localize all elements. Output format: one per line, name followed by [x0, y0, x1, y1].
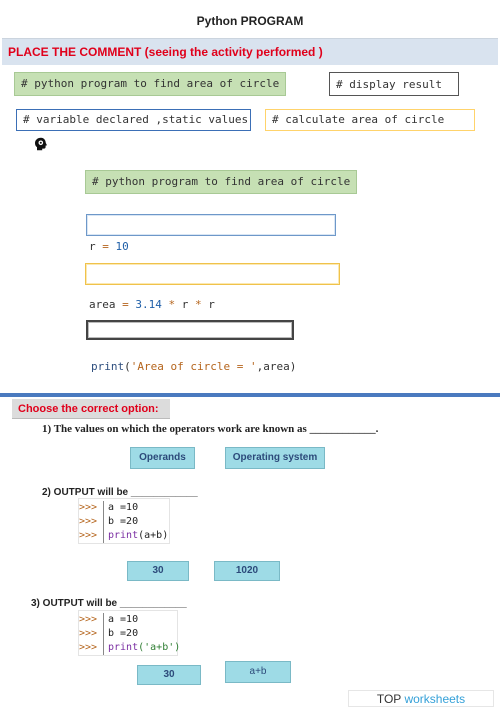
code-token: * — [168, 298, 176, 311]
shell-prompt: >>> — [79, 501, 104, 515]
brain-gear-icon[interactable] — [34, 137, 48, 151]
code-token: * — [195, 298, 202, 311]
brand-top-text: TOP — [376, 692, 402, 706]
shell-code: b =20 — [108, 628, 139, 639]
shell-prompt: >>> — [79, 613, 104, 627]
drop-zone-3[interactable] — [86, 320, 294, 340]
shell-code: a =10 — [108, 502, 139, 513]
shell-prompt: >>> — [79, 515, 104, 529]
option-30[interactable]: 30 — [137, 665, 201, 685]
brand-worksheets-text: worksheets — [404, 692, 466, 706]
shell-line — [79, 627, 177, 641]
shell-prompt: >>> — [79, 627, 104, 641]
question-1: 1) The values on which the operators work are known as ____________. — [42, 423, 379, 435]
shell-line — [79, 613, 177, 627]
draggable-comment-program[interactable]: # python program to find area of circle — [14, 72, 286, 96]
shell-line — [79, 641, 181, 655]
shell-prompt: >>> — [79, 529, 104, 543]
shell-code: b =20 — [108, 516, 139, 527]
instruction-label: PLACE THE COMMENT (seeing the activity performed ) — [8, 45, 323, 59]
shell-line — [79, 529, 169, 543]
option-operands[interactable]: Operands — [130, 447, 195, 469]
brand-logo — [348, 690, 494, 707]
option-30[interactable]: 30 — [127, 561, 189, 581]
page-title: Python PROGRAM — [196, 14, 304, 28]
code-line-area — [89, 298, 215, 311]
code-token: = — [122, 298, 129, 311]
draggable-comment-display[interactable]: # display result — [329, 72, 459, 96]
question-2: 2) OUTPUT will be ____________ — [42, 487, 198, 498]
code-token: ( — [124, 360, 131, 373]
shell-prompt: >>> — [79, 641, 104, 655]
code-line-print — [91, 360, 296, 373]
choose-banner — [12, 399, 170, 419]
draggable-comment-calculate[interactable]: # calculate area of circle — [265, 109, 475, 131]
shell-code: a =10 — [108, 614, 139, 625]
shell-string: ('a+b') — [138, 642, 181, 653]
code-token: 3.14 — [135, 298, 162, 311]
python-shell-snippet — [78, 610, 181, 656]
drop-zone-1[interactable] — [86, 214, 336, 236]
shell-fn: print — [108, 642, 139, 653]
shell-fn: print — [108, 530, 139, 541]
python-shell-snippet — [78, 498, 170, 544]
shell-line — [79, 501, 169, 515]
option-a-plus-b[interactable]: a+b — [225, 661, 291, 683]
code-token: r — [89, 240, 96, 253]
code-token: ,area) — [256, 360, 297, 373]
section-divider — [0, 393, 500, 397]
shell-code: (a+b) — [138, 530, 169, 541]
option-operating-system[interactable]: Operating system — [225, 447, 325, 469]
code-token: = — [102, 240, 109, 253]
option-1020[interactable]: 1020 — [214, 561, 280, 581]
instruction-banner — [2, 38, 498, 65]
code-line-assign-r — [89, 240, 129, 253]
shell-line — [79, 515, 169, 529]
choose-label: Choose the correct option: — [18, 403, 159, 415]
question-3: 3) OUTPUT will be ____________ — [31, 598, 187, 609]
code-token: print — [91, 360, 125, 373]
code-header-comment: # python program to find area of circle — [85, 170, 357, 194]
drop-zone-2[interactable] — [85, 263, 340, 285]
code-token: r — [208, 298, 215, 311]
code-token: 10 — [115, 240, 129, 253]
code-token: area — [89, 298, 116, 311]
code-token: 'Area of circle = ' — [130, 360, 257, 373]
draggable-comment-variable[interactable]: # variable declared ,static values — [16, 109, 251, 131]
code-token: r — [181, 298, 189, 311]
